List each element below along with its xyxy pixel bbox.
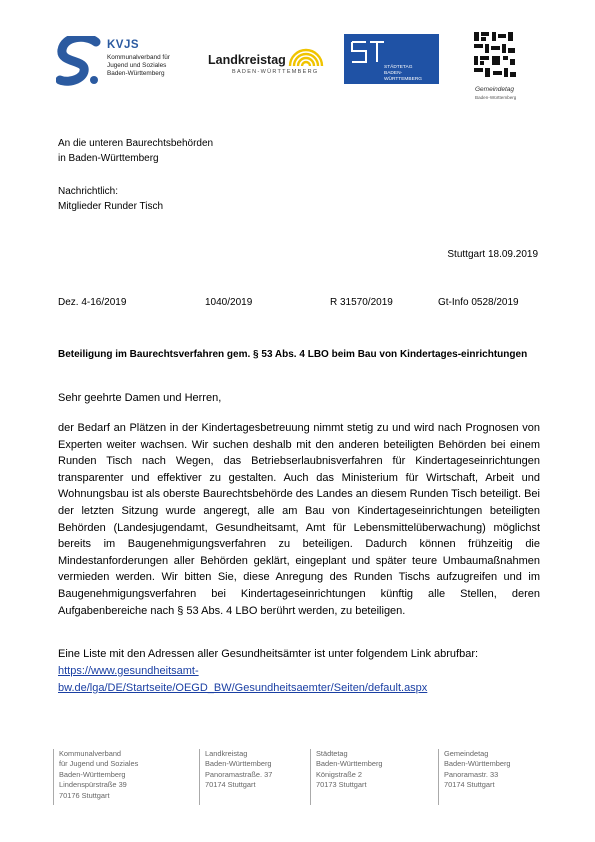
salutation: Sehr geehrte Damen und Herren, — [58, 392, 222, 404]
kvjs-line-2: Jugend und Soziales — [107, 62, 167, 69]
footer-staedtetag-line: Städtetag — [316, 749, 348, 758]
footer-kvjs-address — [53, 749, 189, 805]
footer-staedtetag-line: Königstraße 2 — [316, 769, 363, 779]
footer-kvjs-line: für Jugend und Soziales — [59, 759, 139, 769]
kvjs-logo — [56, 36, 186, 92]
gemeindetag-line-2: Baden-Württemberg — [475, 95, 517, 100]
cc-value: Mitglieder Runder Tisch — [58, 201, 164, 212]
gemeindetag-logo — [472, 32, 522, 102]
footer-gemeindetag-address — [438, 749, 554, 805]
kvjs-name: KVJS — [107, 39, 140, 51]
body-paragraph-2: Eine Liste mit den Adressen aller Gesundheitsämter ist unter folgendem Link abrufbar: — [58, 648, 479, 660]
footer-gemeindetag-line: Gemeindetag — [444, 749, 489, 758]
footer-kvjs-line: Baden-Württemberg — [59, 769, 126, 779]
footer-gemeindetag-line: 70174 Stuttgart — [444, 780, 495, 790]
recipient-line-2: in Baden-Württemberg — [58, 153, 159, 164]
footer-staedtetag-address — [310, 749, 446, 805]
staedtetag-line-2: BADEN-WÜRTTEMBERG — [384, 71, 423, 82]
footer-gemeindetag-line: Baden-Württemberg — [444, 759, 511, 769]
reference-landkreistag: 1040/2019 — [205, 297, 253, 308]
footer-landkreistag-line: 70174 Stuttgart — [205, 780, 256, 790]
footer-staedtetag-line: Baden-Württemberg — [316, 759, 383, 769]
gemeindetag-line-1: Gemeindetag — [475, 86, 515, 93]
landkreistag-sub: BADEN-WÜRTTEMBERG — [232, 69, 319, 75]
footer-staedtetag-line: 70173 Stuttgart — [316, 780, 367, 790]
footer-landkreistag-line: Baden-Württemberg — [205, 759, 272, 769]
body-paragraph-1: der Bedarf an Plätzen in der Kindertagesbetreuung nimmt stetig zu und wird nach Prognosen von Experten weiter wachsen. Wir suchen deshalb mit den anderen beteiligten Behörden bei einem Runden Tisch nach Wegen, das Betriebserlaubnisverfahren für Kindertageseinrichtungen transparenter und effektiver zu gestalten. Auch das Ministerium für Wirtschaft, Arbeit und Wohnungsbau ist als oberste Baurechtsbehörde des Landes an diesem Runden Tisch beteiligt. Bei der letzten Sitzung wurde angeregt, alle am Bau von Kindertageseinrichtungen beteiligten Behörden (Landesjugendamt, Gesundheitsamt, Amt für Lebensmittelüberwachung) möglichst bereits im Baugenehmigungsverfahren zu beteiligen. Dadurch können frühzeitig die Mindestanforderungen aller Behörden geklärt, eingeplant und später teure Umbaumaßnahmen vermieden werden. Wir bitten Sie, diese Anregung des Runden Tischs aufzugreifen und im Baugenehmigungsverfahren bei Kindertageseinrichtungen künftig alle Stellen, deren Aufgabenbereiche nach § 53 Abs. 4 LBO berührt werden, zu beteiligen. — [58, 422, 540, 617]
link-line-2[interactable]: bw.de/lga/DE/Startseite/OEGD_BW/Gesundheitsaemter/Seiten/default.aspx — [58, 681, 428, 694]
footer-gemeindetag-line: Panoramastr. 33 — [444, 769, 499, 779]
footer-kvjs-line: Lindenspürstraße 39 — [59, 780, 127, 790]
footer-landkreistag-line: Landkreistag — [205, 749, 248, 758]
landkreistag-sun-icon — [286, 34, 326, 66]
footer-kvjs-line: 70176 Stuttgart — [59, 790, 110, 800]
health-office-link[interactable] — [58, 663, 540, 696]
footer-kvjs-line: Kommunalverband — [59, 749, 122, 758]
cc-label: Nachrichtlich: — [58, 186, 119, 197]
staedtetag-st-mark-icon — [350, 40, 386, 64]
footer-landkreistag-line: Panoramastraße. 37 — [205, 769, 273, 779]
recipient-line-1: An die unteren Baurechtsbehörden — [58, 138, 214, 149]
letter-date: Stuttgart 18.09.2019 — [447, 249, 538, 260]
reference-staedtetag: R 31570/2019 — [330, 297, 393, 308]
kvjs-line-1: Kommunalverband für — [107, 54, 170, 61]
landkreistag-logo — [208, 34, 326, 80]
kvjs-s-mark-icon — [56, 36, 102, 92]
reference-gemeindetag: Gt-Info 0528/2019 — [438, 297, 519, 308]
kvjs-line-3: Baden-Württemberg — [107, 70, 165, 77]
link-line-1[interactable]: https://www.gesundheitsamt- — [58, 665, 199, 677]
gemeindetag-pixel-mark-icon — [474, 32, 516, 80]
staedtetag-logo — [344, 34, 439, 84]
reference-kvjs: Dez. 4-16/2019 — [58, 297, 127, 308]
subject-line: Beteiligung im Baurechtsverfahren gem. § 53 Abs. 4 LBO beim Bau von Kindertages-einrichtungen — [58, 349, 528, 360]
landkreistag-name: Landkreistag — [208, 53, 286, 67]
staedtetag-line-1: STÄDTETAG — [384, 65, 413, 70]
